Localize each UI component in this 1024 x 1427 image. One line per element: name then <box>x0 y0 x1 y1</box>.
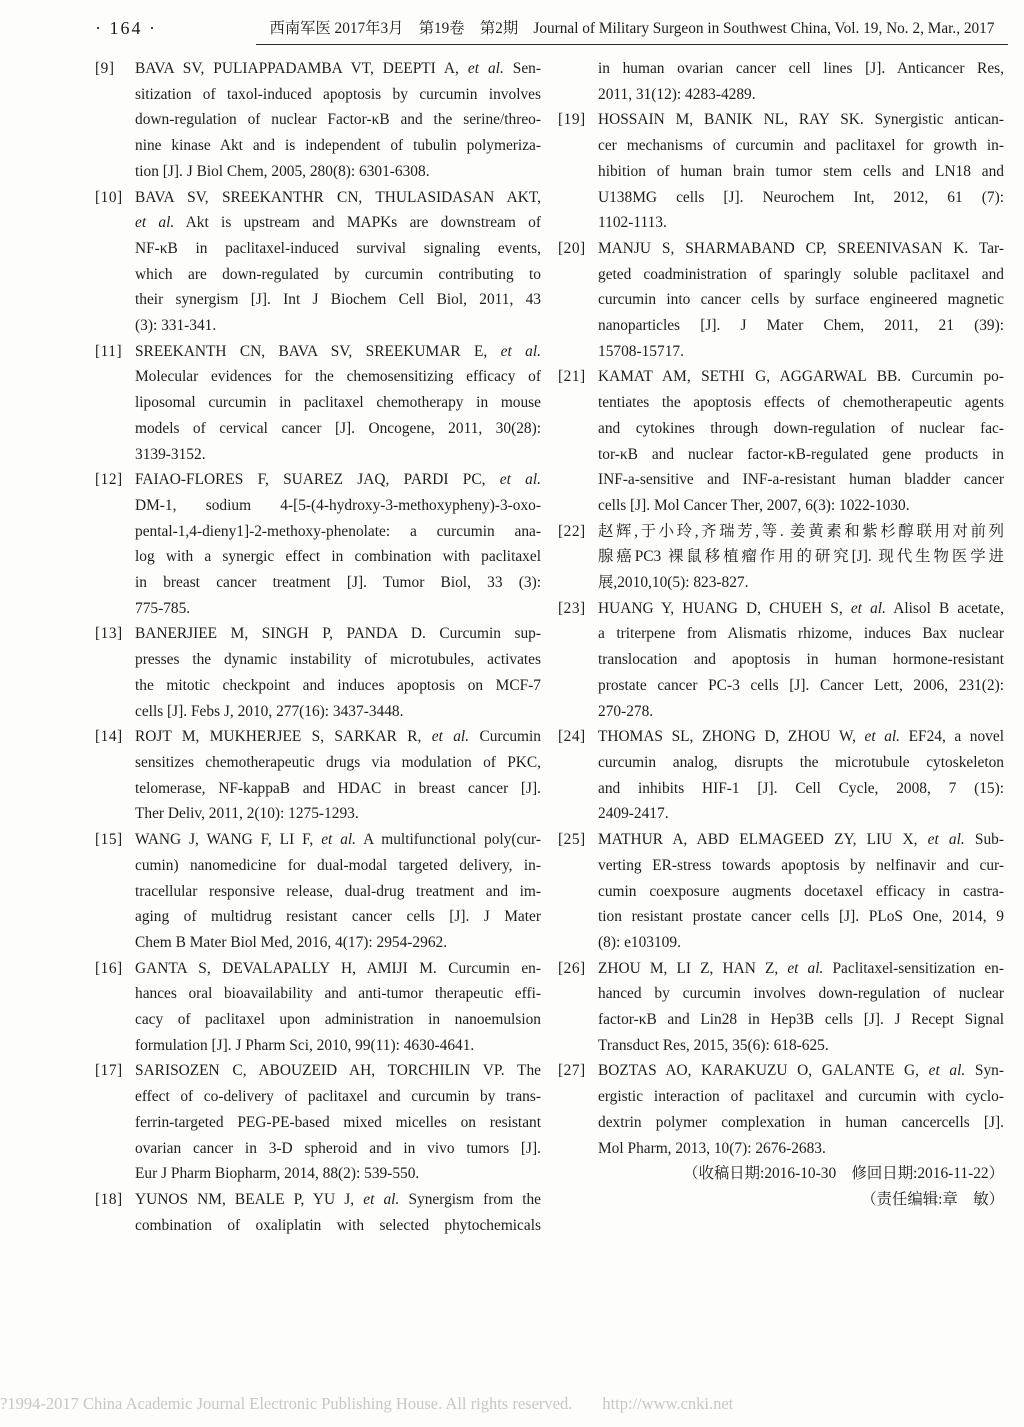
reference-line: DM-1, sodium 4-[5-(4-hydroxy-3-methoxypheny)-3-oxo- <box>135 496 541 514</box>
reference-item <box>95 956 541 1059</box>
reference-line: which are down-regulated by curcumin contributing to <box>135 265 541 283</box>
reference-item <box>558 364 1004 518</box>
reference-line: ROJT M, MUKHERJEE S, SARKAR R, et al. Curcumin <box>135 728 541 746</box>
references-list-right <box>558 56 1004 1161</box>
reference-line: in breast cancer treatment [J]. Tumor Biol, 33 (3): <box>135 574 541 592</box>
reference-number: [20] <box>558 239 586 257</box>
reference-number: [19] <box>558 111 586 129</box>
reference-line: 270-278. <box>598 702 654 720</box>
reference-line: YUNOS NM, BEALE P, YU J, et al. Synergism from the <box>135 1190 541 1208</box>
copyright-text: ?1994-2017 China Academic Journal Electronic Publishing House. All rights reserved. <box>0 1394 573 1413</box>
reference-item <box>558 519 1004 596</box>
reference-line: BANERJIEE M, SINGH P, PANDA D. Curcumin sup- <box>135 625 541 643</box>
reference-line: HUANG Y, HUANG D, CHUEH S, et al. Alisol B acetate, <box>598 599 1004 617</box>
reference-line: ZHOU M, LI Z, HAN Z, et al. Paclitaxel-sensitization en- <box>598 959 1004 977</box>
reference-text <box>598 519 1004 596</box>
editor-note: （责任编辑:章 敏） <box>861 1190 1004 1208</box>
reference-line: KAMAT AM, SETHI G, AGGARWAL BB. Curcumin po- <box>598 368 1004 386</box>
reference-number: [12] <box>95 471 123 489</box>
reference-item <box>95 827 541 956</box>
reference-line: Eur J Pharm Biopharm, 2014, 88(2): 539-550. <box>135 1165 420 1183</box>
reference-line: SARISOZEN C, ABOUZEID AH, TORCHILIN VP. The <box>135 1062 541 1080</box>
reference-line: translocation and apoptosis in human hormone-resistant <box>598 651 1004 669</box>
reference-item <box>95 339 541 468</box>
reference-line: geted coadministration of sparingly soluble paclitaxel and <box>598 265 1004 283</box>
reference-item <box>558 724 1004 827</box>
reference-line: log with a synergic effect in combination with paclitaxel <box>135 548 541 566</box>
reference-line: 腺癌PC3 裸鼠移植瘤作用的研究[J]. 现代生物医学进 <box>598 548 1004 566</box>
reference-line: 15708-15717. <box>598 342 684 360</box>
reference-line: and inhibits HIF-1 [J]. Cell Cycle, 2008, 7 (15): <box>598 779 1004 797</box>
reference-line: 赵辉,于小玲,齐瑞芳,等. 姜黄素和紫杉醇联用对前列 <box>598 522 1004 540</box>
reference-item <box>558 107 1004 236</box>
reference-line: down-regulation of nuclear Factor-κB and the serine/threo- <box>135 111 541 129</box>
reference-number: [11] <box>95 342 123 360</box>
reference-item <box>558 596 1004 725</box>
reference-line: U138MG cells [J]. Neurochem Int, 2012, 61 (7): <box>598 188 1004 206</box>
reference-line: ergistic interaction of paclitaxel and curcumin with cyclo- <box>598 1088 1004 1106</box>
reference-item <box>95 56 541 185</box>
reference-line: hibition of human brain tumor stem cells and LN18 and <box>598 162 1004 180</box>
reference-number: [17] <box>95 1062 123 1080</box>
reference-line: MATHUR A, ABD ELMAGEED ZY, LIU X, et al. Sub- <box>598 831 1004 849</box>
reference-text <box>135 467 541 621</box>
reference-line: 1102-1113. <box>598 214 667 232</box>
reference-number: [26] <box>558 959 586 977</box>
reference-line: Chem B Mater Biol Med, 2016, 4(17): 2954-2962. <box>135 933 448 951</box>
reference-item <box>95 185 541 339</box>
reference-text <box>135 56 541 185</box>
reference-line: in human ovarian cancer cell lines [J]. Anticancer Res, <box>598 60 1004 77</box>
reference-line: telomerase, NF-kappaB and HDAC in breast cancer [J]. <box>135 779 541 797</box>
reference-line: BAVA SV, SREEKANTHR CN, THULASIDASAN AKT, <box>135 188 541 206</box>
reference-line: et al. Akt is upstream and MAPKs are downstream of <box>135 214 541 232</box>
reference-line: Molecular evidences for the chemosensitizing efficacy of <box>135 368 541 386</box>
reference-line: Transduct Res, 2015, 35(6): 618-625. <box>598 1036 829 1054</box>
reference-line: 775-785. <box>135 599 191 617</box>
reference-line: INF-a-sensitive and INF-a-resistant human bladder cancer <box>598 471 1004 489</box>
reference-text <box>598 1058 1004 1161</box>
reference-item <box>95 467 541 621</box>
reference-item <box>95 621 541 724</box>
reference-number: [22] <box>558 522 586 540</box>
page-number: · 164 · <box>95 18 157 38</box>
reference-line: cer mechanisms of curcumin and paclitaxel for growth in- <box>598 137 1004 155</box>
reference-line: GANTA S, DEVALAPALLY H, AMIJI M. Curcumin en- <box>135 959 541 977</box>
reference-text <box>598 827 1004 956</box>
reference-line: BOZTAS AO, KARAKUZU O, GALANTE G, et al. Syn- <box>598 1062 1004 1080</box>
reference-line: curcumin into cancer cells by surface engineered magnetic <box>598 291 1004 309</box>
reference-line: pental-1,4-dieny1]-2-methoxy-phenolate: a curcumin ana- <box>135 522 541 540</box>
reference-number: [10] <box>95 188 123 206</box>
reference-line: formulation [J]. J Pharm Sci, 2010, 99(11): 4630-4641. <box>135 1036 475 1054</box>
reference-line: dextrin polymer complexation in human cancercells [J]. <box>598 1113 1004 1131</box>
reference-line: MANJU S, SHARMABAND CP, SREENIVASAN K. Tar- <box>598 239 1004 257</box>
reference-item <box>558 956 1004 1059</box>
reference-line: nanoparticles [J]. J Mater Chem, 2011, 21 (39): <box>598 317 1004 335</box>
reference-line: combination of oxaliplatin with selected phytochemicals <box>135 1216 541 1234</box>
reference-line: hances oral bioavailability and anti-tumor therapeutic effi- <box>135 985 541 1003</box>
reference-line: (3): 331-341. <box>135 317 217 335</box>
reference-line: SREEKANTH CN, BAVA SV, SREEKUMAR E, et al. <box>135 342 541 360</box>
reference-line: cacy of paclitaxel upon administration in nanoemulsion <box>135 1011 541 1029</box>
reference-text <box>135 1058 541 1187</box>
reference-line: cumin) nanomedicine for dual-modal targeted delivery, in- <box>135 856 541 874</box>
reference-text <box>598 107 1004 236</box>
reference-number: [27] <box>558 1062 586 1080</box>
reference-line: 2409-2417. <box>598 805 669 823</box>
reference-item <box>558 827 1004 956</box>
reference-line: a triterpene from Alismatis rhizome, induces Bax nuclear <box>598 625 1004 643</box>
reference-line: verting ER-stress towards apoptosis by nelfinavir and cur- <box>598 856 1004 874</box>
references-section <box>95 56 1004 1238</box>
reference-line: sensitizes chemotherapeutic drugs via modulation of PKC, <box>135 753 541 771</box>
reference-number: [15] <box>95 831 123 849</box>
reference-item <box>558 56 1004 107</box>
reference-line: ferrin-targeted PEG-PE-based mixed micelles on resistant <box>135 1113 541 1131</box>
reference-line: HOSSAIN M, BANIK NL, RAY SK. Synergistic antican- <box>598 111 1004 129</box>
reference-line: prostate cancer PC-3 cells [J]. Cancer Lett, 2006, 231(2): <box>598 676 1004 694</box>
reference-line: WANG J, WANG F, LI F, et al. A multifunctional poly(cur- <box>135 831 542 849</box>
reference-line: nine kinase Akt and is independent of tubulin polymeriza- <box>135 137 541 155</box>
reference-line: THOMAS SL, ZHONG D, ZHOU W, et al. EF24, a novel <box>598 728 1004 746</box>
reference-line: hanced by curcumin involves down-regulation of nuclear <box>598 985 1004 1003</box>
reference-line: their synergism [J]. Int J Biochem Cell Biol, 2011, 43 <box>135 291 541 309</box>
reference-item <box>95 724 541 827</box>
reference-line: the mitotic checkpoint and induces apoptosis on MCF-7 <box>135 676 541 694</box>
reference-text <box>135 339 541 468</box>
reference-text <box>135 827 541 956</box>
reference-line: sitization of taxol-induced apoptosis by curcumin involves <box>135 85 541 103</box>
reference-text <box>598 364 1004 518</box>
reference-text <box>135 724 541 827</box>
references-column-right <box>558 56 1004 1238</box>
reference-line: tracellular responsive release, dual-drug treatment and im- <box>135 882 541 900</box>
reference-line: curcumin analog, disrupts the microtubule cytoskeleton <box>598 753 1004 771</box>
journal-header: 西南军医 2017年3月 第19卷 第2期 Journal of Military Surgeon in Southwest China, Vol. 19, No. 2, Mar., 2017 <box>256 16 1008 45</box>
reference-line: FAIAO-FLORES F, SUAREZ JAQ, PARDI PC, et al. <box>135 471 541 489</box>
reference-text <box>598 596 1004 725</box>
reference-item <box>558 1058 1004 1161</box>
reference-line: effect of co-delivery of paclitaxel and curcumin by trans- <box>135 1088 541 1106</box>
reference-line: cumin coexposure augments docetaxel efficacy in castra- <box>598 882 1004 900</box>
reference-line: Ther Deliv, 2011, 2(10): 1275-1293. <box>135 805 359 823</box>
reference-number: [23] <box>558 599 586 617</box>
reference-text <box>598 236 1004 365</box>
reference-line: tion resistant prostate cancer cells [J]. PLoS One, 2014, 9 <box>598 908 1004 926</box>
reference-line: tor-κB and nuclear factor-κB-regulated gene products in <box>598 445 1004 463</box>
reference-number: [13] <box>95 625 123 643</box>
reference-line: models of cervical cancer [J]. Oncogene, 2011, 30(28): <box>135 419 541 437</box>
reference-text <box>598 56 1004 107</box>
reference-line: BAVA SV, PULIAPPADAMBA VT, DEEPTI A, et al. Sen- <box>135 60 541 77</box>
reference-item <box>558 236 1004 365</box>
footer-url: http://www.cnki.net <box>602 1394 734 1413</box>
reference-item <box>95 1058 541 1187</box>
reference-line: NF-κB in paclitaxel-induced survival signaling events, <box>135 239 541 257</box>
reference-number: [14] <box>95 728 123 746</box>
reference-line: (8): e103109. <box>598 933 681 951</box>
reference-number: [18] <box>95 1190 123 1208</box>
reference-line: and cytokines through down-regulation of nuclear fac- <box>598 419 1004 437</box>
reference-line: 2011, 31(12): 4283-4289. <box>598 85 756 103</box>
reference-number <box>558 56 598 107</box>
reference-number: [25] <box>558 831 586 849</box>
reference-text <box>135 1187 541 1238</box>
reference-line: tentiates the apoptosis effects of chemotherapeutic agents <box>598 394 1004 412</box>
received-revised-dates: （收稿日期:2016-10-30 修回日期:2016-11-22） <box>683 1165 1004 1183</box>
reference-text <box>598 956 1004 1059</box>
reference-line: 3139-3152. <box>135 445 206 463</box>
reference-line: Mol Pharm, 2013, 10(7): 2676-2683. <box>598 1139 826 1157</box>
page-footer <box>0 1394 1024 1414</box>
reference-text <box>598 724 1004 827</box>
reference-line: cells [J]. Mol Cancer Ther, 2007, 6(3): 1022-1030. <box>598 496 910 514</box>
reference-line: presses the dynamic instability of microtubules, activates <box>135 651 541 669</box>
reference-number: [9] <box>95 60 115 77</box>
reference-line: liposomal curcumin in paclitaxel chemotherapy in mouse <box>135 394 541 412</box>
reference-line: 展,2010,10(5): 823-827. <box>598 574 749 592</box>
reference-line: factor-κB and Lin28 in Hep3B cells [J]. J Recept Signal <box>598 1011 1004 1029</box>
references-column-left <box>95 56 541 1238</box>
reference-line: cells [J]. Febs J, 2010, 277(16): 3437-3448. <box>135 702 404 720</box>
reference-line: ovarian cancer in 3-D spheroid and in vivo tumors [J]. <box>135 1139 541 1157</box>
reference-text <box>135 621 541 724</box>
reference-text <box>135 956 541 1059</box>
reference-line: tion [J]. J Biol Chem, 2005, 280(8): 6301-6308. <box>135 162 430 180</box>
reference-number: [21] <box>558 368 586 386</box>
reference-text <box>135 185 541 339</box>
reference-number: [24] <box>558 728 586 746</box>
reference-number: [16] <box>95 959 123 977</box>
reference-line: aging of multidrug resistant cancer cells [J]. J Mater <box>135 908 541 926</box>
reference-item <box>95 1187 541 1238</box>
